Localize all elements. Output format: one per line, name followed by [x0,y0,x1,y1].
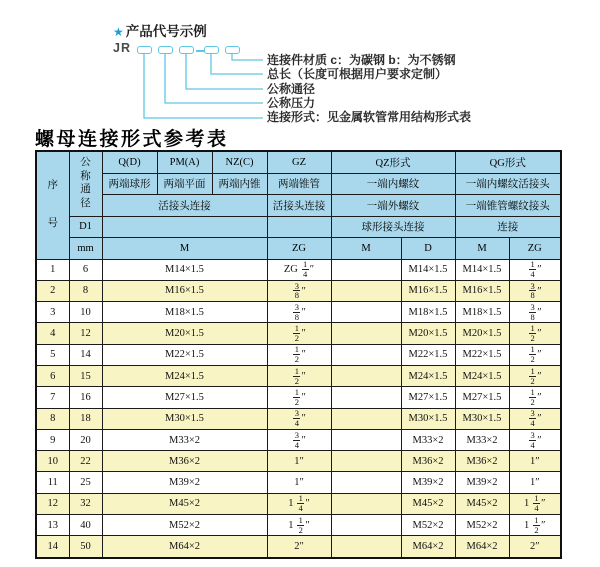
star-icon: ★ [113,25,124,39]
cell-qg-zg: 1 $\frac{1}{4}$ ″ [509,493,561,514]
cell-dn-mm: 22 [69,451,102,472]
cell-dn-mm: 10 [69,302,102,323]
cell-qz-m [331,451,401,472]
fraction: $\frac{1}{2}$ [534,514,539,535]
fraction: $\frac{1}{2}$ [294,387,299,407]
cell-qz-m [331,365,401,386]
table-row [36,536,561,558]
cell-qg-zg: $\frac{1}{2}$ ″ [509,387,561,408]
cell-dn-mm: 8 [69,280,102,301]
cell-gz-zg: 1″ [267,451,331,472]
header-cell: 序 号 [36,151,69,259]
cell-qz-m [331,323,401,344]
header-cell: ZG [267,238,331,260]
cell-qg-m: M18×1.5 [455,302,509,323]
table-row [36,323,561,344]
cell-dn-mm: 40 [69,515,102,536]
diagram-label-length: 总长（长度可根据用户要求定制） [267,67,448,81]
cell-m-thread: M22×1.5 [102,344,267,365]
cell-index: 3 [36,302,69,323]
cell-qg-zg: $\frac{3}{8}$ ″ [509,302,561,323]
cell-qg-zg: $\frac{1}{2}$ ″ [509,323,561,344]
nut-connection-table [35,150,562,559]
header-cell: 两端锥管 [267,173,331,195]
fraction: $\frac{1}{2}$ [530,387,535,407]
cell-gz-zg: 1″ [267,472,331,493]
cell-qz-m [331,493,401,514]
cell-qz-m [331,515,401,536]
cell-m-thread: M20×1.5 [102,323,267,344]
cell-m-thread: M18×1.5 [102,302,267,323]
header-cell: 一端内螺纹活接头 [455,173,561,195]
cell-index: 7 [36,387,69,408]
cell-index: 10 [36,451,69,472]
cell-gz-zg: 1 $\frac{1}{2}$ ″ [267,515,331,536]
cell-m-thread: M39×2 [102,472,267,493]
cell-qg-m: M39×2 [455,472,509,493]
header-cell: M [331,238,401,260]
cell-index: 2 [36,280,69,301]
product-code-diagram [0,0,600,130]
header-cell: M [455,238,509,260]
cell-qg-zg: $\frac{3}{4}$ ″ [509,429,561,450]
header-cell: GZ [267,151,331,173]
cell-qz-d: M45×2 [401,493,455,514]
header-row [36,216,561,238]
cell-qg-zg: 1″ [509,451,561,472]
dash-separator [196,50,204,52]
cell-index: 4 [36,323,69,344]
cell-dn-mm: 15 [69,365,102,386]
fraction: $\frac{1}{2}$ [298,514,303,535]
fraction: $\frac{3}{8}$ [294,301,299,322]
cell-qg-m: M36×2 [455,451,509,472]
fraction: $\frac{1}{2}$ [294,365,299,386]
cell-qg-zg: 1″ [509,472,561,493]
cell-qg-zg: $\frac{3}{4}$ ″ [509,408,561,429]
fraction: $\frac{1}{4}$ [534,493,539,514]
cell-qz-d: M39×2 [401,472,455,493]
header-cell: QZ形式 [331,151,455,173]
table-row [36,280,561,301]
cell-index: 12 [36,493,69,514]
header-cell: 活接头连接 [102,195,267,217]
table-row [36,365,561,386]
cell-m-thread: M16×1.5 [102,280,267,301]
cell-qz-d: M52×2 [401,515,455,536]
header-row [36,195,561,217]
header-cell: 连接 [455,216,561,238]
header-cell: 球形接头连接 [331,216,455,238]
diagram-label-diameter: 公称通径 [267,82,316,96]
cell-qz-d: M33×2 [401,429,455,450]
code-box-4 [204,46,219,54]
cell-gz-zg: $\frac{1}{2}$ ″ [267,365,331,386]
header-cell: 两端平面 [157,173,212,195]
product-code-prefix: JR [113,41,131,55]
fraction: $\frac{1}{2}$ [530,344,535,365]
diagram-label-pressure: 公称压力 [267,96,316,110]
cell-index: 1 [36,259,69,280]
header-cell [102,216,267,238]
cell-dn-mm: 16 [69,387,102,408]
cell-dn-mm: 50 [69,536,102,558]
code-box-1 [137,46,152,54]
cell-dn-mm: 25 [69,472,102,493]
cell-qz-d: M24×1.5 [401,365,455,386]
cell-qg-m: M33×2 [455,429,509,450]
table-row [36,472,561,493]
cell-dn-mm: 6 [69,259,102,280]
cell-index: 13 [36,515,69,536]
cell-qg-m: M24×1.5 [455,365,509,386]
cell-dn-mm: 12 [69,323,102,344]
header-cell: D [401,238,455,260]
header-cell: NZ(C) [212,151,267,173]
diagram-heading [113,20,207,40]
header-cell: 活接头连接 [267,195,331,217]
table-body [36,259,561,558]
cell-m-thread: M33×2 [102,429,267,450]
table-row [36,259,561,280]
cell-index: 6 [36,365,69,386]
fraction: $\frac{1}{4}$ [298,493,303,514]
cell-qz-m [331,280,401,301]
cell-qz-d: M14×1.5 [401,259,455,280]
cell-qz-m [331,408,401,429]
header-row [36,238,561,260]
cell-index: 14 [36,536,69,558]
cell-qg-m: M20×1.5 [455,323,509,344]
cell-m-thread: M64×2 [102,536,267,558]
header-cell: QG形式 [455,151,561,173]
header-cell: 公 称 通 径 [69,151,102,216]
cell-qz-m [331,344,401,365]
cell-qg-m: M22×1.5 [455,344,509,365]
cell-index: 9 [36,429,69,450]
header-cell: 两端球形 [102,173,157,195]
fraction: $\frac{3}{8}$ [530,301,535,322]
cell-qg-zg: 1 $\frac{1}{2}$ ″ [509,515,561,536]
diagram-label-connection: 连接形式：见金属软管常用结构形式表 [267,110,472,124]
fraction: $\frac{3}{8}$ [530,280,535,301]
cell-qz-d: M36×2 [401,451,455,472]
header-cell [267,216,331,238]
table-row [36,408,561,429]
header-cell: Q(D) [102,151,157,173]
cell-m-thread: M45×2 [102,493,267,514]
cell-gz-zg: $\frac{1}{2}$ ″ [267,323,331,344]
cell-qz-d: M27×1.5 [401,387,455,408]
cell-m-thread: M27×1.5 [102,387,267,408]
header-cell: 一端内螺纹 [331,173,455,195]
cell-qg-zg: 2″ [509,536,561,558]
table-row [36,344,561,365]
cell-gz-zg: $\frac{3}{8}$ ″ [267,280,331,301]
cell-gz-zg: $\frac{3}{4}$ ″ [267,429,331,450]
table-row [36,515,561,536]
fraction: $\frac{3}{4}$ [294,429,299,450]
table-row [36,429,561,450]
code-box-3 [179,46,194,54]
cell-dn-mm: 18 [69,408,102,429]
header-cell: PM(A) [157,151,212,173]
fraction: $\frac{1}{4}$ [530,259,535,280]
code-box-2 [158,46,173,54]
header-row [36,173,561,195]
header-cell: mm [69,238,102,260]
cell-qg-m: M45×2 [455,493,509,514]
table-row [36,493,561,514]
cell-qz-d: M22×1.5 [401,344,455,365]
cell-gz-zg: $\frac{3}{8}$ ″ [267,302,331,323]
cell-m-thread: M24×1.5 [102,365,267,386]
cell-qz-d: M64×2 [401,536,455,558]
cell-qg-zg: $\frac{1}{4}$ ″ [509,259,561,280]
cell-qz-m [331,472,401,493]
table-row [36,387,561,408]
cell-index: 5 [36,344,69,365]
cell-qz-d: M16×1.5 [401,280,455,301]
cell-qz-m [331,429,401,450]
cell-gz-zg: $\frac{1}{2}$ ″ [267,387,331,408]
cell-qg-m: M30×1.5 [455,408,509,429]
cell-qz-m [331,536,401,558]
table-head [36,151,561,259]
fraction: $\frac{3}{4}$ [294,408,299,429]
fraction: $\frac{1}{2}$ [530,323,535,344]
cell-gz-zg: $\frac{1}{2}$ ″ [267,344,331,365]
cell-qg-zg: $\frac{1}{2}$ ″ [509,344,561,365]
cell-qz-m [331,302,401,323]
fraction: $\frac{1}{2}$ [294,344,299,365]
cell-dn-mm: 20 [69,429,102,450]
cell-dn-mm: 14 [69,344,102,365]
diagram-heading-text: 产品代号示例 [125,24,207,39]
cell-gz-zg: ZG $\frac{1}{4}$ ″ [267,259,331,280]
header-cell: 一端锥管螺纹接头 [455,195,561,217]
cell-qg-m: M27×1.5 [455,387,509,408]
cell-m-thread: M36×2 [102,451,267,472]
table-row [36,302,561,323]
cell-qg-zg: $\frac{3}{8}$ ″ [509,280,561,301]
cell-qg-m: M14×1.5 [455,259,509,280]
cell-qz-m [331,259,401,280]
cell-m-thread: M14×1.5 [102,259,267,280]
header-cell: 两端内锥 [212,173,267,195]
header-cell: ZG [509,238,561,260]
cell-dn-mm: 32 [69,493,102,514]
table-row [36,451,561,472]
cell-gz-zg: 2″ [267,536,331,558]
cell-m-thread: M52×2 [102,515,267,536]
cell-qg-zg: $\frac{1}{2}$ ″ [509,365,561,386]
cell-qz-d: M18×1.5 [401,302,455,323]
diagram-label-material: 连接件材质 c：为碳钢 b：为不锈钢 [267,53,456,67]
fraction: $\frac{3}{8}$ [294,280,299,301]
cell-gz-zg: 1 $\frac{1}{4}$ ″ [267,493,331,514]
cell-qz-d: M30×1.5 [401,408,455,429]
table-title: 螺母连接形式参考表 [35,129,229,150]
cell-qz-m [331,387,401,408]
cell-index: 11 [36,472,69,493]
cell-qg-m: M64×2 [455,536,509,558]
fraction: $\frac{3}{4}$ [530,408,535,429]
cell-gz-zg: $\frac{3}{4}$ ″ [267,408,331,429]
fraction: $\frac{1}{4}$ [303,259,308,280]
cell-m-thread: M30×1.5 [102,408,267,429]
cell-qz-d: M20×1.5 [401,323,455,344]
cell-qg-m: M16×1.5 [455,280,509,301]
fraction: $\frac{1}{2}$ [294,323,299,344]
header-cell: 一端外螺纹 [331,195,455,217]
header-cell: D1 [69,216,102,238]
header-cell: M [102,238,267,260]
fraction: $\frac{1}{2}$ [530,365,535,386]
cell-qg-m: M52×2 [455,515,509,536]
code-box-5 [225,46,240,54]
cell-index: 8 [36,408,69,429]
header-row [36,151,561,173]
fraction: $\frac{3}{4}$ [530,429,535,450]
